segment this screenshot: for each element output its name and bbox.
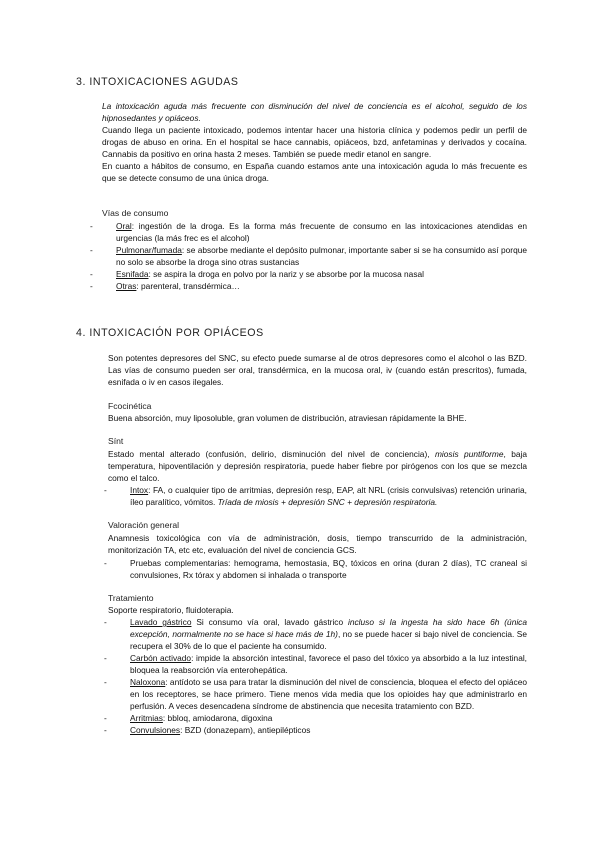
route-term: Pulmonar/fumada <box>116 245 182 255</box>
route-oral <box>116 220 527 244</box>
routes-list-block <box>116 220 527 292</box>
paragraph-drug-profile: Cuando llega un paciente intoxicado, podemos intentar hacer una historia clínica y podemos pedir un perfil de drogas de abuso en orina. En el hospital se hace cannabis, opiáceos, bzd, anfetaminas y derivados y cocaína. Cannabis da positivo en orina hasta 2 meses. También se puede medir etanol en sangre. <box>102 125 527 159</box>
treatment-term: Carbón activado <box>130 653 192 663</box>
treatment-naloxone <box>130 676 527 712</box>
treatment-text-part: : BZD (donazepam), antiepilépticos <box>180 725 311 735</box>
symptoms-part: Estado mental alterado (confusión, delirio, disminución del nivel de conciencia), <box>108 449 435 459</box>
treatment-term: Lavado gástrico <box>130 617 192 627</box>
treatment-arrhythmias <box>130 712 527 724</box>
symptoms-text <box>108 448 527 484</box>
treatment-seizures <box>130 724 527 736</box>
tests-item: - Pruebas complementarias: hemograma, hemostasia, BQ, tóxicos en orina (duran 2 días), TC craneal si convulsiones, Rx tórax y abdomen si inhalada o transporte <box>130 557 527 581</box>
treatment-term: Convulsiones <box>130 725 181 735</box>
route-text: : parenteral, transdérmica… <box>136 281 240 291</box>
routes-list <box>116 220 527 292</box>
section-3-body <box>102 100 527 184</box>
intro-italic: La intoxicación aguda más frecuente con disminución del nivel de conciencia es el alcohol, seguido de los hipnosedantes y opiáceos. <box>102 101 527 123</box>
intox-list <box>130 484 527 508</box>
general-assessment-text: Anamnesis toxicológica con vía de administración, dosis, tiempo transcurrido de la administración, monitorización TA, etc etc, evaluación del nivel de conciencia GCS. <box>108 533 527 555</box>
intox-item <box>130 484 527 508</box>
intox-triad: Tríada de miosis + depresión SNC + depresión respiratoria. <box>217 497 438 507</box>
treatment-carbon <box>130 652 527 676</box>
intox-term: Intox <box>130 485 149 495</box>
route-pulmonary <box>116 244 527 268</box>
treatment-text-part: : impide la absorción intestinal, favorece el paso del tóxico ya absorbido a la luz intestinal, bloquea la reabsorción vía enterohepática. <box>130 653 528 675</box>
treatment-emphasis: incluso si la ingesta ha sido hace 6h (única excepción, normalmente no se hace si hace más de 1h) <box>130 617 527 639</box>
treatment-lavado <box>130 616 527 652</box>
treatment-text-part: Si consumo vía oral, lavado gástrico <box>191 617 348 627</box>
symptoms-emphasis: miosis puntiforme <box>434 449 504 459</box>
paragraph-consumption-habits: En cuanto a hábitos de consumo, en España cuando estamos ante una intoxicación aguda lo más frecuente es que se detecte consumo de una única droga. <box>102 161 527 183</box>
tests-list <box>130 557 527 581</box>
opioids-paragraph: Son potentes depresores del SNC, su efecto puede sumarse al de otros depresores como el alcohol o las BZD. Las vías de consumo pueden ser oral, transdérmica, en la mucosa oral, iv (cuando están prescritos), fumada, esnifada o iv en casos ilegales. <box>108 353 527 387</box>
routes-title: Vías de consumo <box>102 208 169 218</box>
pharmacokinetics-text: Buena absorción, muy liposoluble, gran volumen de distribución, atraviesan rápidamente la BHE. <box>108 413 467 423</box>
treatment-text-part: : antídoto se usa para tratar la disminución del nivel de consciencia, bloquea el efecto del opiáceo en los receptores, se hace primero. Tiene menos vida media que los opioides hay que administrarlo en perfusión. A veces desencadena síndrome de abstinencia que necesita tratamiento con BZD. <box>130 677 527 711</box>
tests-list-block <box>130 557 527 581</box>
treatment-list <box>130 616 527 736</box>
route-text: : se aspira la droga en polvo por la nariz y se absorbe por la mucosa nasal <box>148 269 424 279</box>
route-term: Esnifada <box>116 269 149 279</box>
treatment-text: Soporte respiratorio, fluidoterapia. <box>108 605 234 615</box>
intox-list-block <box>130 484 527 508</box>
route-text: : se absorbe mediante el depósito pulmonar, importante saber si se ha consumido así porque no solo se absorbe la droga sino otras sustancias <box>116 245 527 267</box>
route-text: : ingestión de la droga. Es la forma más frecuente de consumo en las intoxicaciones atendidas en urgencias (la más frec es el alcohol) <box>116 221 527 243</box>
treatment-text-part: : bbloq, amiodarona, digoxina <box>162 713 273 723</box>
route-term: Oral <box>116 221 132 231</box>
route-snorted <box>116 268 527 280</box>
symptoms-part: , baja temperatura, hipoventilación y depresión respiratoria, puede haber fiebre por pirógenos con los que se mezcla como el talco. <box>108 449 528 483</box>
treatment-title: Tratamiento <box>108 593 154 603</box>
general-assessment-title: Valoración general <box>108 520 180 530</box>
opioids-intro <box>108 352 527 388</box>
intox-text: : FA, o cualquier tipo de arritmias, depresión resp, EAP, alt NRL (crisis convulsivas) retención urinaria, íleo paralítico, vómitos. <box>130 485 527 507</box>
treatment-list-block <box>130 616 527 736</box>
treatment-text-part: , no se puede hacer si bajo nivel de conciencia. Se recupera el 30% de lo que el paciente ha consumido. <box>130 629 527 651</box>
treatment-term: Arritmias <box>130 713 163 723</box>
pharmacokinetics-title: Fcocinética <box>108 401 152 411</box>
section-3-heading: 3. INTOXICACIONES AGUDAS <box>76 76 239 88</box>
treatment-term: Naloxona <box>130 677 166 687</box>
symptoms-title: Sínt <box>108 436 124 446</box>
section-4-heading: 4. INTOXICACIÓN POR OPIÁCEOS <box>76 327 264 339</box>
route-other <box>116 280 527 292</box>
route-term: Otras <box>116 281 137 291</box>
